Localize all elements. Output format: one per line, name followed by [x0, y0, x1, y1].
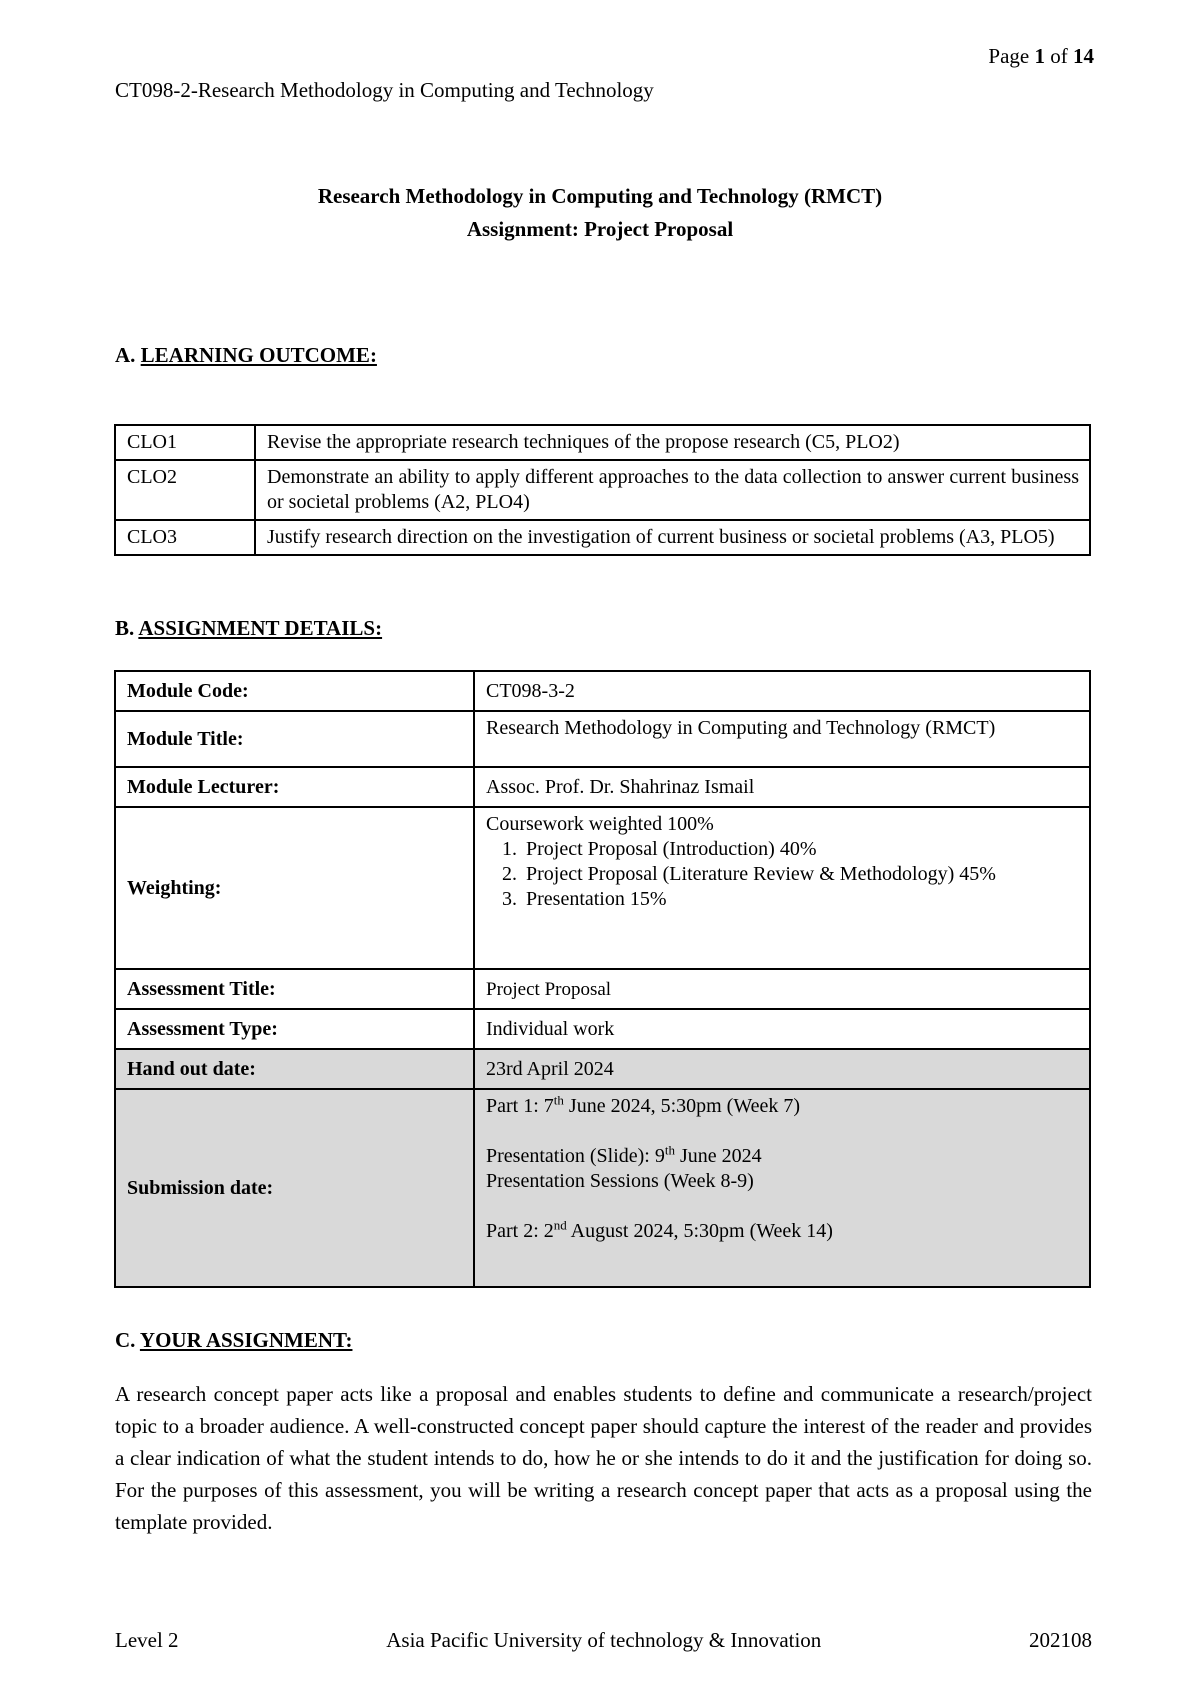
weighting-label: Weighting:	[115, 807, 474, 969]
module-lecturer-value: Assoc. Prof. Dr. Shahrinaz Ismail	[474, 767, 1090, 807]
clo-text: Demonstrate an ability to apply different approaches to the data collection to answer current business or societal problems (A2, PLO4)	[255, 460, 1090, 520]
section-b-title: ASSIGNMENT DETAILS:	[138, 616, 383, 640]
table-row	[115, 807, 1090, 969]
section-a-title: LEARNING OUTCOME:	[140, 343, 377, 367]
weighting-intro: Coursework weighted 100%	[486, 813, 714, 835]
page-total: 14	[1073, 44, 1094, 68]
handout-date-value: 23rd April 2024	[474, 1049, 1090, 1089]
learning-outcome-table	[114, 424, 1091, 556]
section-c-heading	[115, 1328, 352, 1353]
section-c-title: YOUR ASSIGNMENT:	[139, 1328, 353, 1352]
footer-level: Level 2	[115, 1628, 179, 1652]
table-row	[115, 1089, 1090, 1287]
title-line-2: Assignment: Project Proposal	[466, 217, 734, 241]
assessment-type-value: Individual work	[474, 1009, 1090, 1049]
weighting-value	[474, 807, 1090, 969]
table-row	[115, 1049, 1090, 1089]
page-current: 1	[1034, 44, 1045, 68]
table-row	[115, 425, 1090, 460]
part2-deadline: Part 2: 2nd August 2024, 5:30pm (Week 14)	[486, 1217, 833, 1242]
document-code-header: CT098-2-Research Methodology in Computing and Technology	[115, 78, 654, 102]
table-row	[115, 969, 1090, 1009]
part1-deadline: Part 1: 7th June 2024, 5:30pm (Week 7)	[486, 1092, 801, 1117]
module-title-value: Research Methodology in Computing and Technology (RMCT)	[474, 711, 1090, 767]
table-row	[115, 671, 1090, 711]
page-footer	[115, 1628, 1092, 1653]
submission-date-label: Submission date:	[115, 1089, 474, 1287]
table-row	[115, 767, 1090, 807]
handout-date-label: Hand out date:	[115, 1049, 474, 1089]
clo-text: Justify research direction on the investigation of current business or societal problems (A3, PLO5)	[255, 520, 1090, 555]
footer-code: 202108	[1028, 1628, 1092, 1652]
module-lecturer-label: Module Lecturer:	[115, 767, 474, 807]
table-row	[115, 711, 1090, 767]
table-row	[115, 520, 1090, 555]
presentation-slide-deadline: Presentation (Slide): 9th June 2024	[486, 1142, 762, 1167]
clo-code: CLO2	[115, 460, 255, 520]
list-item: 3. Presentation 15%	[522, 887, 1079, 912]
section-a-heading	[115, 343, 377, 368]
assessment-title-label: Assessment Title:	[115, 969, 474, 1009]
assessment-title-value: Project Proposal	[474, 969, 1090, 1009]
footer-university: Asia Pacific University of technology & Innovation	[386, 1628, 822, 1652]
section-b-heading	[115, 616, 382, 641]
module-code-value: CT098-3-2	[474, 671, 1090, 711]
submission-date-value	[474, 1089, 1090, 1287]
clo-code: CLO1	[115, 425, 255, 460]
list-item: 2. Project Proposal (Literature Review & Methodology) 45%	[522, 862, 1079, 887]
assignment-paragraph: A research concept paper acts like a proposal and enables students to define and communicate a research/project topic to a broader audience. A well-constructed concept paper should capture the interest of the reader and provides a clear indication of what the student intends to do, how he or she intends to do it and the justification for doing so. For the purposes of this assessment, you will be writing a research concept paper that acts as a proposal using the template provided.	[115, 1382, 1092, 1534]
module-code-label: Module Code:	[115, 671, 474, 711]
assignment-details-table	[114, 670, 1091, 1288]
page-prefix: Page	[988, 44, 1030, 68]
section-c-letter: C.	[115, 1328, 136, 1352]
table-row	[115, 460, 1090, 520]
page-number	[988, 44, 1094, 69]
weighting-list	[522, 837, 1079, 912]
module-title-label: Module Title:	[115, 711, 474, 767]
document-title	[0, 180, 1200, 246]
assessment-type-label: Assessment Type:	[115, 1009, 474, 1049]
table-row	[115, 1009, 1090, 1049]
section-b-letter: B.	[115, 616, 135, 640]
presentation-sessions: Presentation Sessions (Week 8-9)	[486, 1170, 754, 1192]
page-of: of	[1050, 44, 1068, 68]
clo-text: Revise the appropriate research techniques of the propose research (C5, PLO2)	[255, 425, 1090, 460]
section-a-letter: A.	[115, 343, 136, 367]
title-line-1: Research Methodology in Computing and Technology (RMCT)	[317, 184, 883, 208]
clo-code: CLO3	[115, 520, 255, 555]
list-item: 1. Project Proposal (Introduction) 40%	[522, 837, 1079, 862]
